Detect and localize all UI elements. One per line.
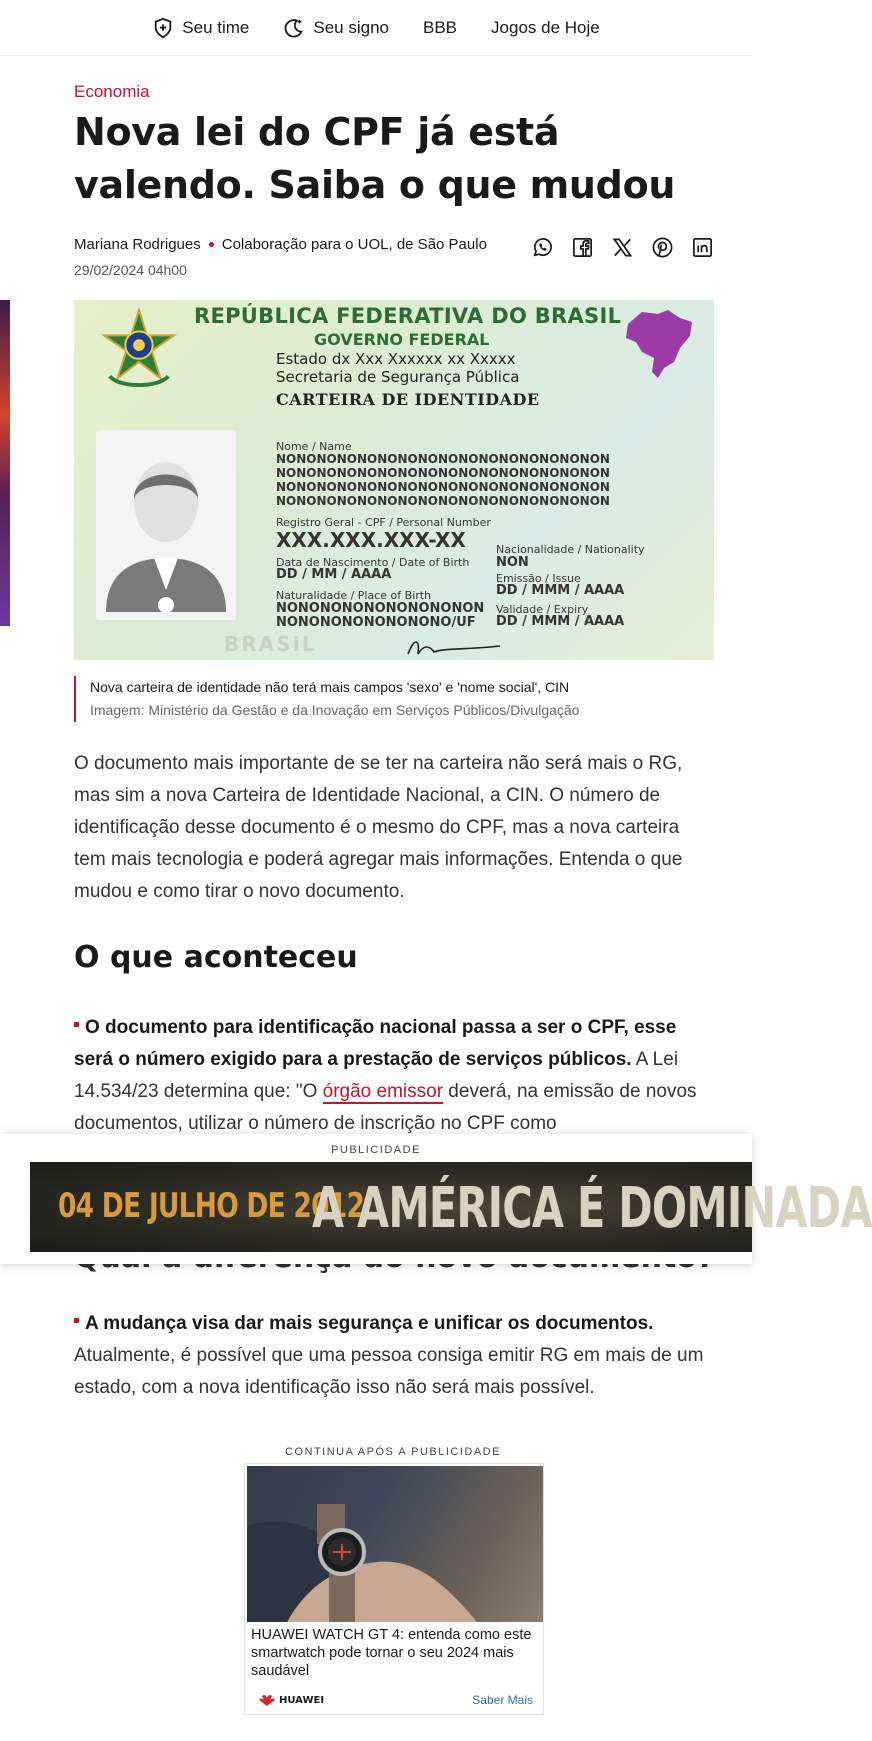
ad-label: PUBLICIDADE	[331, 1144, 421, 1156]
nav-item-bbb[interactable]	[423, 18, 457, 38]
ad-banner[interactable]	[30, 1162, 872, 1252]
card-name-value: NONONONONONONONONONONONONONONONON NONONONONONONONONONONONONONONONON NONONONONONONONONONONONONONONONON NONONONONONONONONONONONONONONONON	[276, 452, 610, 508]
card-secretariat: Secretaria de Segurança Pública	[276, 368, 520, 386]
sticky-ad	[0, 1134, 872, 1264]
card-nat-value: NON	[496, 555, 529, 570]
image-caption	[74, 676, 714, 722]
share-buttons	[531, 236, 714, 259]
card-expiry-label: Validade / Expiry	[496, 603, 589, 616]
pinterest-icon[interactable]	[651, 236, 674, 259]
saber-mais-link[interactable]: Saber Mais	[472, 1693, 533, 1707]
card-issue-value: DD / MMM / AAAA	[496, 583, 625, 598]
article-image	[74, 300, 714, 660]
card-rg-label: Registro Geral - CPF / Personal Number	[276, 516, 491, 529]
card-place-label: Naturalidade / Place of Birth	[276, 589, 432, 602]
facebook-icon[interactable]	[571, 236, 594, 259]
card-birth-label: Data de Nascimento / Date of Birth	[276, 556, 470, 569]
byline	[74, 236, 487, 253]
section1-text: A Lei 14.534/23 determina que: "O	[74, 1049, 679, 1102]
signature-icon	[404, 634, 504, 660]
intro-paragraph: O documento mais importante de se ter na carteira não será mais o RG, mas sim a nova Carteira de Identidade Nacional, a CIN. O número de identificação desse documento é o mesmo do CPF, mas a nova carteira tem mais tecnologia e poderá agregar mais informações. Entenda o que mudou e como tirar o novo documento.	[74, 753, 683, 902]
native-ad-card[interactable]	[244, 1463, 544, 1715]
ad-brand-name: HUAWEI	[279, 1694, 325, 1706]
card-birth-value: DD / MM / AAAA	[276, 567, 392, 582]
smartwatch-photo	[247, 1466, 543, 1622]
ad-image	[247, 1466, 543, 1622]
huawei-logo-icon	[259, 1694, 275, 1706]
page-title: Nova lei do CPF já está valendo. Saiba o que mudou	[74, 110, 676, 207]
bullet-marker	[74, 1318, 79, 1323]
card-rg-value: XXX.XXX.XXX-XX	[276, 528, 466, 552]
nav-item-jogos-de-hoje[interactable]	[491, 18, 600, 38]
portrait-placeholder	[96, 430, 236, 620]
card-nat-label: Nacionalidade / Nationality	[496, 543, 645, 556]
x-icon[interactable]	[611, 236, 634, 259]
card-watermark: BRASIL	[224, 632, 317, 656]
ad-brand	[259, 1694, 324, 1706]
whatsapp-icon[interactable]	[531, 236, 554, 259]
person-silhouette-icon	[96, 430, 236, 620]
section1-paragraph	[74, 1012, 714, 1134]
section-heading: O que aconteceu	[74, 940, 358, 975]
bullet-marker	[74, 1022, 79, 1027]
orgao-emissor-link[interactable]: órgão emissor	[322, 1081, 444, 1102]
section1-bold: O documento para identificação nacional passa a ser o CPF, esse será o número exigido para a prestação de serviços públicos.	[74, 1017, 677, 1070]
section-kicker[interactable]: Economia	[74, 82, 150, 101]
moon-stars-icon	[283, 17, 305, 39]
shield-plus-icon	[152, 17, 174, 39]
caption-credit: Imagem: Ministério da Gestão e da Inovação em Serviços Públicos/Divulgação	[90, 702, 580, 718]
section2-paragraph	[74, 1308, 714, 1404]
caption-text: Nova carteira de identidade não terá mais campos 'sexo' e 'nome social', CIN	[90, 679, 570, 695]
card-name-label: Nome / Name	[276, 440, 352, 453]
card-republic: REPÚBLICA FEDERATIVA DO BRASIL	[194, 304, 622, 328]
nav-label: Seu signo	[313, 17, 389, 37]
author-affiliation: Colaboração para o UOL, de São Paulo	[221, 236, 487, 253]
card-gov: GOVERNO FEDERAL	[314, 330, 490, 349]
publish-date: 29/02/2024 04h00	[74, 262, 187, 278]
nav-label: Jogos de Hoje	[491, 17, 600, 37]
section1-text-cont: deverá, na emissão de novos documentos, utilizar o número de inscrição no CPF como	[74, 1081, 697, 1134]
card-expiry-value: DD / MMM / AAAA	[496, 614, 625, 629]
ad-label: CONTINUA APÓS A PUBLICIDADE	[285, 1446, 501, 1458]
ad-headline: A AMÉRICA É DOMINADA	[312, 1176, 872, 1241]
nav-label: Seu time	[182, 17, 250, 37]
card-issue-label: Emissão / Issue	[496, 572, 581, 585]
byline-dot	[209, 242, 214, 247]
card-place-value: NONONONONONONONONON NONONONONONONONO/UF	[276, 601, 485, 630]
side-ad-sliver[interactable]	[0, 300, 10, 626]
author-name[interactable]: Mariana Rodrigues	[74, 236, 201, 253]
ad-text: HUAWEI WATCH GT 4: entenda como este smartwatch pode tornar o seu 2024 mais saudável	[251, 1627, 532, 1679]
card-state: Estado dx Xxx Xxxxxx xx Xxxxx	[276, 350, 516, 368]
linkedin-icon[interactable]	[691, 236, 714, 259]
section2-bold: A mudança visa dar mais segurança e unificar os documentos.	[85, 1313, 654, 1334]
nav-item-seu-time[interactable]	[152, 17, 249, 39]
section2-text: Atualmente, é possível que uma pessoa consiga emitir RG em mais de um estado, com a nova identificação isso não será mais possível.	[74, 1345, 704, 1398]
ad-date-text: 04 DE JULHO DE 2012	[58, 1186, 365, 1226]
top-nav	[0, 0, 752, 56]
brazil-map-icon	[618, 302, 698, 382]
card-doc-title: CARTEIRA DE IDENTIDADE	[276, 390, 540, 409]
coat-of-arms-icon	[100, 308, 178, 390]
nav-label: BBB	[423, 17, 458, 37]
nav-item-seu-signo[interactable]	[283, 17, 389, 39]
